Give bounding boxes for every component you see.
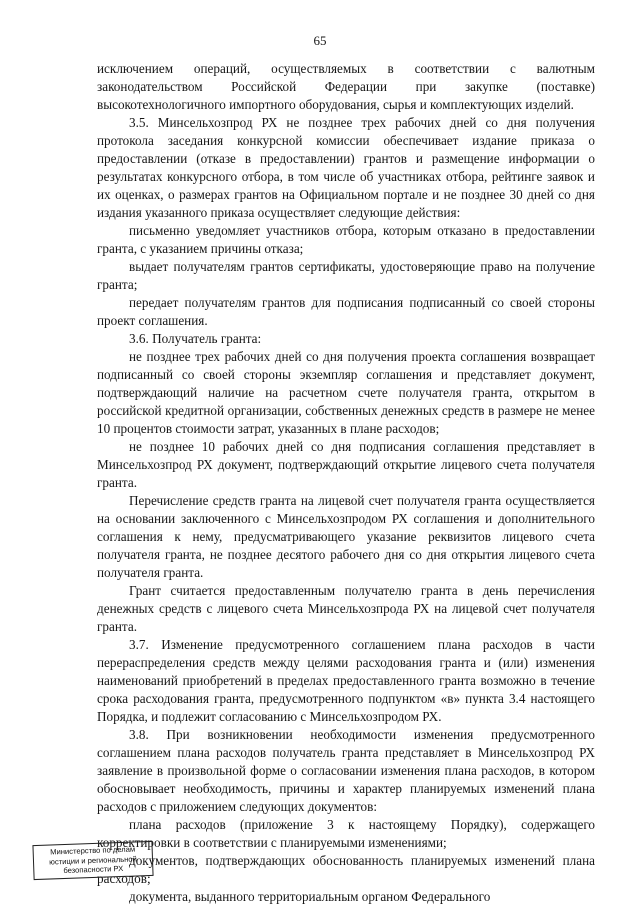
stamp-line-1: Министерство по делам	[50, 844, 136, 857]
paragraph-grant-transfer: Перечисление средств гранта на лицевой счет получателя гранта осуществляется на основании заключенного с Минсельхозпродом РХ соглашения и дополнительного соглашения к нему, предусматривающего указание реквизитов лицевого счета получателя гранта, не позднее десятого рабочего дня со дня открытия лицевого счета получателя гранта.	[97, 493, 595, 580]
paragraph-return-agreement: не позднее трех рабочих дней со дня получения проекта соглашения возвращает подписанный со своей стороны экземпляр соглашения и представляет документ, подтверждающий наличие на расчетном счете получателя гранта, открытом в российской кредитной организации, собственных денежных средств в размере не менее 10 процентов стоимости затрат, указанных в плане расходов;	[97, 349, 595, 436]
document-body	[97, 60, 595, 906]
paragraph-notify-rejected: письменно уведомляет участников отбора, которым отказано в предоставлении гранта, с указанием причины отказа;	[97, 223, 595, 256]
stamp-line-2: юстиции и региональной	[49, 853, 137, 867]
page-number: 65	[313, 33, 327, 48]
stamp-line-3: безопасности РХ	[63, 863, 124, 876]
ministry-stamp	[32, 841, 153, 880]
paragraph-3-7: 3.7. Изменение предусмотренного соглашением плана расходов в части перераспределения средств между целями расходования гранта и (или) изменения наименований приобретений в пределах предоставленного гранта возможно в течение срока расходования гранта, предусмотренного подпунктом «в» пункта 3.4 настоящего Порядка, и подлежит согласованию с Минсельхозпродом РХ.	[97, 637, 595, 724]
paragraph-expense-plan: плана расходов (приложение 3 к настоящему Порядку), содержащего корректировки в соответствии с планируемыми изменениями;	[97, 817, 595, 850]
paragraph-grant-provided: Грант считается предоставленным получателю гранта в день перечисления денежных средств с лицевого счета Минсельхозпрода РХ на лицевой счет получателя гранта.	[97, 583, 595, 634]
paragraph-3-5: 3.5. Минсельхозпрод РХ не позднее трех рабочих дней со дня получения протокола заседания конкурсной комиссии обеспечивает издание приказа о предоставлении (отказе в предоставлении) грантов и размещение информации о результатах конкурсного отбора, в том числе об участниках отбора, рейтинге заявок и их оценках, о размерах грантов на Официальном портале и не позднее 30 дней со дня издания указанного приказа осуществляет следующие действия:	[97, 115, 595, 220]
paragraph-justification-docs: документов, подтверждающих обоснованность планируемых изменений плана расходов;	[97, 853, 595, 886]
paragraph-currency-exception: исключением операций, осуществляемых в соответствии с валютным законодательством Российской Федерации при закупке (поставке) высокотехнологичного импортного оборудования, сырья и комплектующих изделий.	[97, 61, 595, 112]
paragraph-open-account: не позднее 10 рабочих дней со дня подписания соглашения представляет в Минсельхозпрод РХ документ, подтверждающий открытие лицевого счета получателя гранта.	[97, 439, 595, 490]
paragraph-transfer-agreement: передает получателям грантов для подписания подписанный со своей стороны проект соглашения.	[97, 295, 595, 328]
paragraph-federal-document: документа, выданного территориальным органом Федерального	[129, 889, 491, 904]
paragraph-3-6: 3.6. Получатель гранта:	[129, 331, 262, 346]
paragraph-3-8: 3.8. При возникновении необходимости изменения предусмотренного соглашением плана расходов получатель гранта представляет в Минсельхозпрод РХ заявление в произвольной форме о согласовании изменения плана расходов, в котором обосновывает необходимость, причины и характер планируемых изменений плана расходов с приложением следующих документов:	[97, 727, 595, 814]
paragraph-issue-certificates: выдает получателям грантов сертификаты, удостоверяющие право на получение гранта;	[97, 259, 595, 292]
